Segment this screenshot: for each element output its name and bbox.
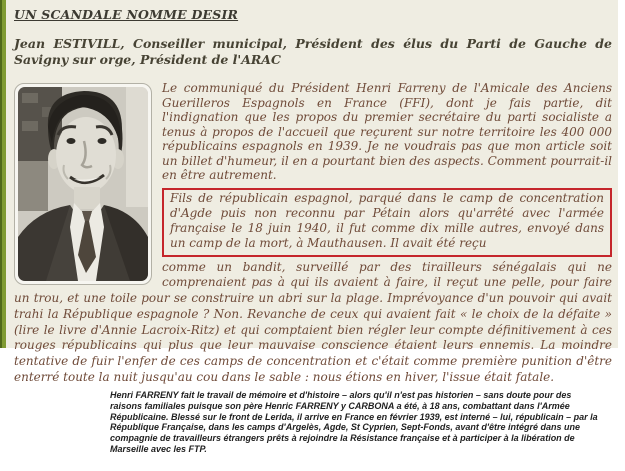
author-subtitle: Jean ESTIVILL, Conseiller municipal, Président des élus du Parti de Gauche de Savigny sur orge, Président de l'ARAC <box>14 36 612 67</box>
green-accent-bar <box>0 0 6 348</box>
article-body <box>14 81 612 385</box>
highlight-box <box>162 188 612 257</box>
footer-note: Henri FARRENY fait le travail de mémoire et d'histoire – alors qu'il n'est pas historien – sans doute pour des raisons familiales puisque son père Henric FARRENY y CARBONA a été, à 18 ans, combattant dans l'Armée Républicaine. Blessé sur le front de Lerida, il arrive en France en février 1939, est interné – lui, républicain – par la République Française, dans les camps d'Argelès, Agde, St Cyprien, Sept-Fonds, avant d'être intégré dans une compagnie de travailleurs étrangers prêts à rejoindre la Résistance française et à participer à la libération de Marseille avec les FTP. <box>110 390 598 454</box>
portrait-photo <box>14 83 152 285</box>
highlight-box-text: Fils de républicain espagnol, parqué dans le camp de concentration d'Agde puis non reconnu par Pétain alors qu'arrêté avec l'armée française le 18 juin 1940, il fut comme dix mille autres, envoyé dans un camp de la mort, à Mauthausen. Il avait été reçu <box>170 190 604 251</box>
page-title: UN SCANDALE NOMME DESIR <box>14 7 239 22</box>
paragraph-intro: Le communiqué du Président Henri Farreny de l'Amicale des Anciens Guerilleros Espagnols en France (FFI), dont je fais partie, dit l'indignation que les propos du premier secrétaire du parti socialiste a tenus à propos de l'accueil que reçurent sur notre territoire les 400 000 républicains espagnols en 1939. Je ne voudrais pas que mon article soit un billet d'humeur, il en a pourtant bien des aspects. Comment pourrait-il en être autrement. <box>162 81 612 182</box>
portrait-photo-image <box>18 87 148 281</box>
paragraph-continuation: comme un bandit, surveillé par des tirailleurs sénégalais qui ne comprenaient pas à qui ils avaient à faire, il reçut une pelle, pour faire un trou, et une toile pour se construire un abri sur la plage. Imprévoyance d'un pouvoir qui avait trahi la République espagnole ? Non. Revanche de ceux qui avaient fait « le choix de la défaite » (lire le livre d'Annie Lacroix-Ritz) et qui comptaient bien régler leur compte définitivement à ces rouges républicains qui plus que leur mauvaise conscience étaient leurs ennemis. La moindre tentative de fuir l'enfer de ces camps de concentration et c'était comme première punition d'être enterré toute la nuit jusqu'au cou dans le sable : nous étions en hiver, l'issue était fatale. <box>14 259 612 384</box>
